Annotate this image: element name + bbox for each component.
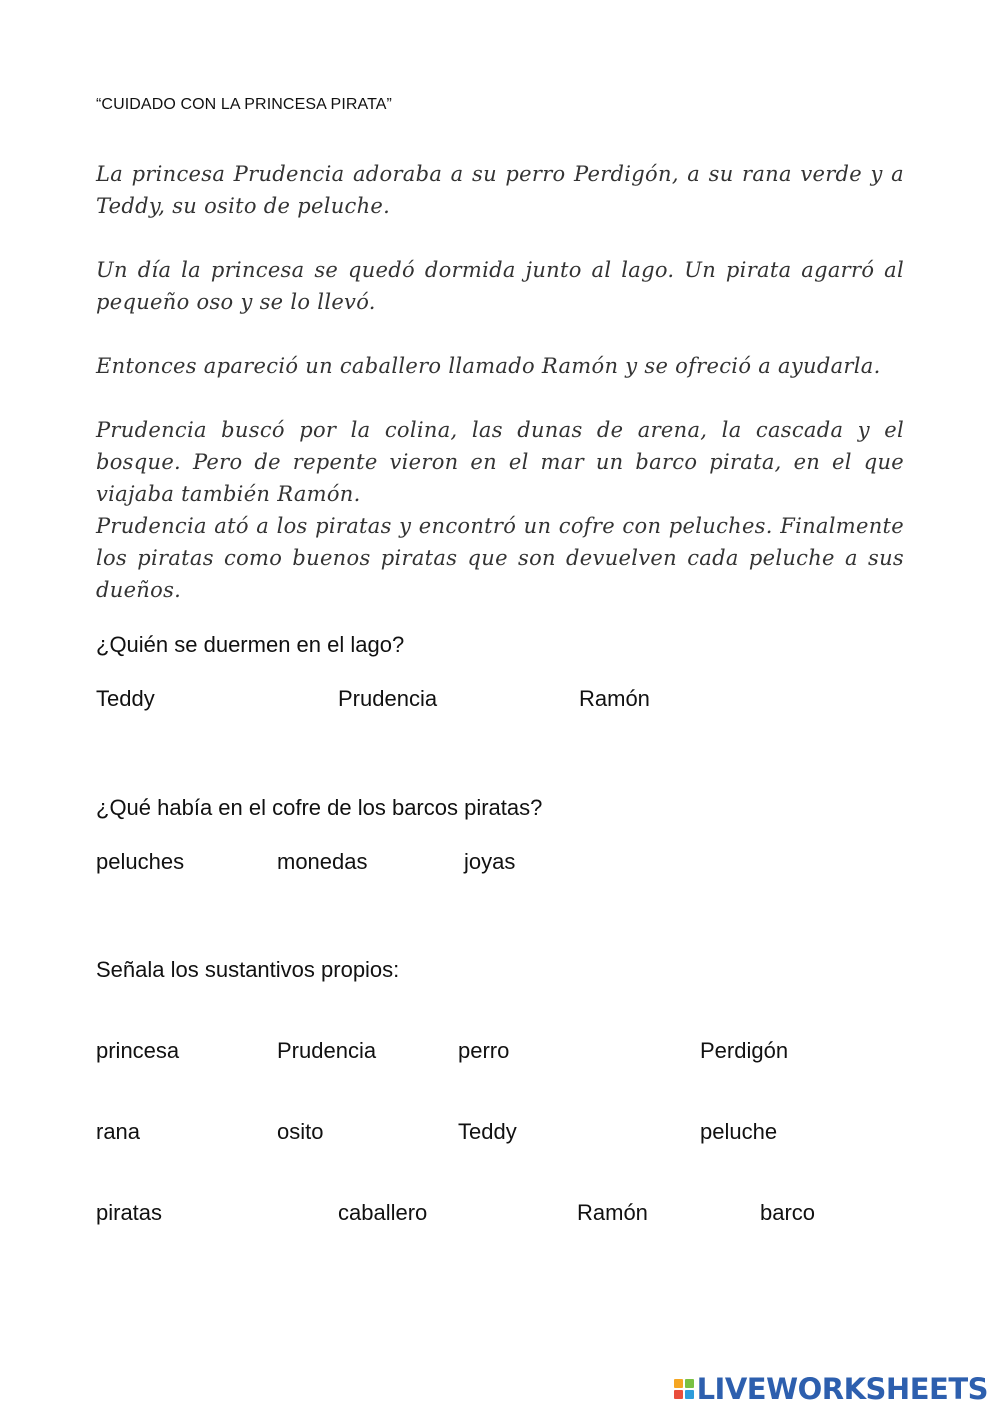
answer-option[interactable]: Teddy	[96, 686, 155, 711]
noun-option[interactable]: caballero	[338, 1200, 428, 1225]
answer-option[interactable]: Prudencia	[338, 686, 438, 711]
liveworksheets-logo	[674, 1372, 988, 1406]
logo-text: LIVEWORKSHEETS	[696, 1372, 988, 1406]
question-3: Señala los sustantivos propios:	[96, 957, 400, 982]
noun-option[interactable]: Perdigón	[700, 1038, 789, 1063]
noun-option[interactable]: rana	[96, 1119, 141, 1144]
question-1: ¿Quién se duermen en el lago?	[96, 632, 405, 657]
noun-option[interactable]: Ramón	[577, 1200, 648, 1225]
worksheet-title: “CUIDADO CON LA PRINCESA PIRATA”	[96, 96, 392, 113]
logo-square	[674, 1379, 683, 1388]
noun-option[interactable]: perro	[458, 1038, 510, 1063]
noun-option[interactable]: Teddy	[458, 1119, 517, 1144]
noun-option[interactable]: barco	[760, 1200, 816, 1225]
noun-option[interactable]: Prudencia	[277, 1038, 377, 1063]
liveworksheets-logo-icon	[674, 1379, 694, 1399]
answer-option[interactable]: peluches	[96, 849, 185, 874]
logo-square	[674, 1390, 683, 1399]
story-block	[96, 350, 904, 382]
answer-option[interactable]: joyas	[464, 849, 516, 874]
story-paragraph-1: La princesa Prudencia adoraba a su perro Perdigón, a su rana verde y a Teddy, su osito de peluche.	[96, 162, 904, 218]
noun-option[interactable]: peluche	[700, 1119, 778, 1144]
answer-option[interactable]: monedas	[277, 849, 368, 874]
logo-square	[685, 1390, 694, 1399]
question-2: ¿Qué había en el cofre de los barcos piratas?	[96, 795, 543, 820]
story-paragraph-2: Un día la princesa se quedó dormida junto al lago. Un pirata agarró al pequeño oso y se lo llevó.	[96, 258, 904, 314]
story-paragraph-3: Entonces apareció un caballero llamado Ramón y se ofreció a ayudarla.	[96, 354, 881, 378]
story-paragraph-4: Prudencia buscó por la colina, las dunas de arena, la cascada y el bosque. Pero de repente vieron en el mar un barco pirata, en el que viajaba también Ramón.	[96, 418, 904, 506]
noun-option[interactable]: osito	[277, 1119, 324, 1144]
story-block	[96, 254, 904, 318]
answer-option[interactable]: Ramón	[579, 686, 650, 711]
logo-square	[685, 1379, 694, 1388]
story-block	[96, 158, 904, 222]
story-paragraph-5: Prudencia ató a los piratas y encontró un cofre con peluches. Finalmente los piratas como buenos piratas que son devuelven cada peluche a sus dueños.	[96, 514, 904, 602]
noun-option[interactable]: piratas	[96, 1200, 163, 1225]
story-block	[96, 414, 904, 606]
noun-option[interactable]: princesa	[96, 1038, 180, 1063]
